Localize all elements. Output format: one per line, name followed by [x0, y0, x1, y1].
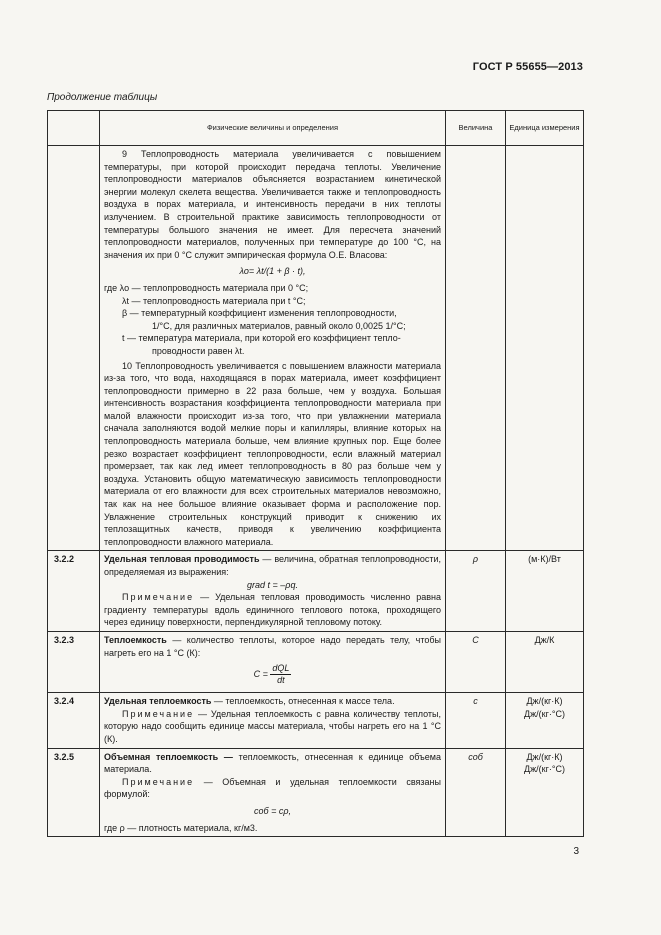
- table-row: [48, 693, 584, 748]
- legend-line: β — температурный коэффициент изменения теплопроводности,: [122, 308, 397, 319]
- term: Удельная теплоемкость: [104, 696, 212, 707]
- table-continuation-label: Продолжение таблицы: [47, 92, 158, 103]
- paragraph-9: 9 Теплопроводность материала увеличивается с повышением температуры, при которой происходит передача теплоты. Увеличение теплопроводности материалов объясняется возрастанием кинетической энергии молекул скелета вещества. Увеличивается также и теплопроводность воздуха в порах материала, и интенсивность передачи в них теплоты излучением. В строительной практике зависимость теплопроводности от температуры большого значения не имеет. Для пересчета значений теплопроводности материалов, полученных при температуре до 100 °С, на значения их при 0 °С служит эмпирическая формула О.Е. Власова:: [104, 149, 441, 260]
- row-definition: [100, 693, 446, 748]
- definition-text: — величина, обратная теплопроводности, определяемая из выражения:: [104, 554, 441, 577]
- row-number: 3.2.2: [48, 551, 100, 632]
- row-definition: [100, 551, 446, 632]
- note-text: — Объемная и удельная теплоемкости связаны формулой:: [104, 776, 441, 800]
- formula-lhs: C =: [253, 669, 268, 680]
- row-unit: Дж/К: [506, 631, 584, 692]
- legend-line: проводности равен λt.: [152, 345, 245, 356]
- definition-text: — количество теплоты, которое надо передать телу, чтобы нагреть его на 1 °С (К):: [104, 634, 441, 658]
- row-number: [48, 146, 100, 551]
- note-label: Примечание: [122, 592, 195, 603]
- fraction-numerator: dQL: [272, 663, 290, 674]
- row-symbol: ρ: [446, 551, 506, 632]
- row-definition: [100, 146, 446, 551]
- fraction-denominator: dt: [277, 675, 285, 686]
- note-text: — Удельная тепловая проводимость численно равна градиенту температуры вдоль единичного теплового потока, проходящего через единицу поверхности, перпендикулярной тепловому потоку.: [104, 592, 441, 628]
- note-label: Примечание: [122, 708, 195, 719]
- legend-line: λt — теплопроводность материала при t °С;: [122, 295, 306, 306]
- vlasov-formula: λo= λt/(1 + β · t),: [239, 266, 306, 277]
- definition-text: — теплоемкость, отнесенная к массе тела.: [211, 696, 395, 707]
- header-definitions: Физические величины и определения: [100, 111, 446, 146]
- formula-legend: [104, 282, 441, 358]
- unit-line: Дж/(кг·°С): [524, 708, 565, 719]
- legend-line: t — температура материала, при которой его коэффициент тепло-: [122, 333, 401, 344]
- table-row: [48, 631, 584, 692]
- unit-line: Дж/(кг·К): [526, 696, 563, 707]
- row-symbol: [446, 146, 506, 551]
- unit-line: Дж/(кг·К): [526, 751, 563, 762]
- row-unit: [506, 748, 584, 837]
- formula: grad t = –ρq.: [247, 579, 298, 590]
- row-number: 3.2.3: [48, 631, 100, 692]
- note-label: Примечание: [122, 776, 195, 787]
- row-symbol: c: [446, 693, 506, 748]
- table-row: [48, 146, 584, 551]
- standard-code: ГОСТ Р 55655—2013: [472, 61, 583, 73]
- term: Удельная тепловая проводимость: [104, 554, 260, 565]
- header-number: [48, 111, 100, 146]
- row-number: 3.2.5: [48, 748, 100, 837]
- page-number: 3: [573, 846, 579, 857]
- row-unit: [506, 146, 584, 551]
- row-symbol: C: [446, 631, 506, 692]
- definition-text: теплоемкость, отнесенная к единице объема материала.: [104, 751, 441, 775]
- row-unit: [506, 693, 584, 748]
- header-quantity: Величина: [446, 111, 506, 146]
- formula: [104, 663, 441, 686]
- formula: cоб = cρ,: [254, 805, 291, 816]
- unit-line: Дж/(кг·°С): [524, 764, 565, 775]
- legend-line: 1/°С, для различных материалов, равный около 0,0025 1/°С;: [152, 320, 406, 331]
- formula-fraction: [270, 663, 291, 686]
- note-text: — Удельная теплоемкость c равна количеству теплоты, которую надо сообщить единице массы материала, чтобы нагреть его на 1 °С (К).: [104, 708, 441, 744]
- row-unit: (м·К)/Вт: [506, 551, 584, 632]
- formula-legend: где ρ — плотность материала, кг/м3.: [104, 822, 258, 833]
- table-row: [48, 748, 584, 837]
- table-header-row: [48, 111, 584, 146]
- row-symbol: cоб: [446, 748, 506, 837]
- row-definition: [100, 748, 446, 837]
- row-number: 3.2.4: [48, 693, 100, 748]
- header-unit: Единица измерения: [506, 111, 584, 146]
- table-row: [48, 551, 584, 632]
- legend-line: где λo — теплопроводность материала при 0 °С;: [104, 282, 309, 293]
- definitions-table: [47, 110, 584, 837]
- term: Теплоемкость: [104, 634, 167, 645]
- term: Объемная теплоемкость —: [104, 751, 233, 762]
- paragraph-10: 10 Теплопроводность увеличивается с повышением влажности материала из-за того, что вода, находящаяся в порах материала, имеет коэффициент теплопроводности примерно в 22 раза больше, чем у воздуха. Большая интенсивность возрастания коэффициента теплопроводности материала при малой влажности происходит из-за того, что при увлажнении материала сначала заполняются водой мелкие поры и капилляры, влияние которых на теплопроводность материала больше, чем влияние крупных пор. Еще более резко возрастает коэффициент теплопроводности, если влажный материал промерзает, так как лед имеет теплопроводность в 80 раз больше чем у воздуха. Установить общую математическую зависимость теплопроводности материала от его влажности для всех строительных материалов невозможно, так как на нее большое влияние оказывает форма и расположение пор. Увлажнение строительных конструкций приводит к снижению их теплозащитных качеств, приводя к увеличению коэффициента теплопроводности влажного материала.: [104, 360, 441, 547]
- row-definition: [100, 631, 446, 692]
